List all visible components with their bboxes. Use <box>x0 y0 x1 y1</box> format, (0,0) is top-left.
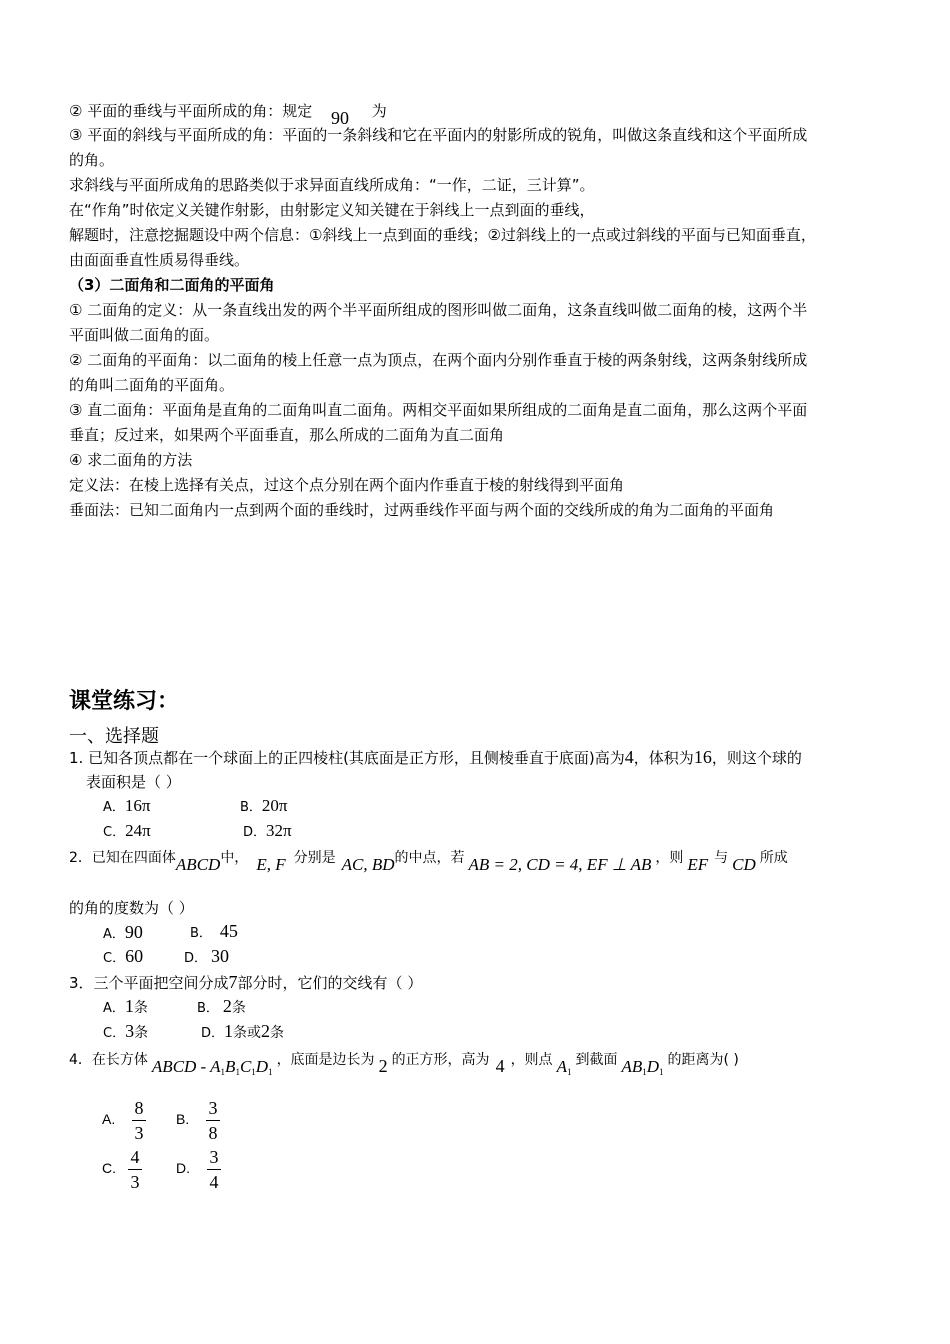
note-line-13: 垂直；反过来，如果两个平面垂直，那么所成的二面角为直二面角 <box>69 426 505 444</box>
fraction <box>132 1098 146 1143</box>
q1-text: ，则这个球的 <box>711 749 802 767</box>
denominator: 3 <box>130 1172 140 1192</box>
note-line-15: 定义法：在棱上选择有关点，过这个点分别在两个面内作垂直于棱的射线得到平面角 <box>69 476 625 494</box>
q1-text: ，体积为 <box>633 749 694 767</box>
math-value: 90 <box>331 108 349 128</box>
subsection-heading: （3）二面角和二面角的平面角 <box>69 276 275 294</box>
question-4: 4．在长方体 ABCD - $A_1B_1C_1D_1$，底面是边长为 2 的正方形，高为 4 ，则点 $A_1$到截面 $AB_1D_1$的距离为( ) <box>69 1052 739 1077</box>
q2-text: 中， <box>220 850 249 866</box>
note-line-14: ④ 求二面角的方法 <box>69 451 193 469</box>
q2-option-a[interactable]: A．90 <box>103 922 143 942</box>
note-line-5: 在“作角”时依定义关键作射影，由射影定义知关键在于斜线上一点到面的垂线， <box>69 201 595 219</box>
note-text: 为 <box>371 102 387 120</box>
note-line-1 <box>69 101 387 128</box>
question-1-cont: 表面积是（ ） <box>86 773 181 791</box>
q1-option-d[interactable]: D．32π <box>243 821 292 840</box>
question-2-cont: 的角的度数为（ ） <box>69 899 194 917</box>
q2-math: CD <box>732 855 756 874</box>
q3-text: 部分时，它们的交线有（ ） <box>237 974 423 992</box>
q4-math: ABCD - A <box>151 1057 221 1076</box>
q4-height: 4 <box>495 1056 505 1076</box>
numerator: 8 <box>134 1098 144 1118</box>
option-value: 3 <box>125 1021 135 1041</box>
denominator: 4 <box>209 1172 219 1192</box>
fraction <box>206 1098 220 1143</box>
q2-math: AC, BD <box>341 855 395 874</box>
q2-text: 分别是 <box>293 850 336 866</box>
q2-option-b[interactable]: B． 45 <box>190 921 238 941</box>
q2-math: EF <box>687 855 709 874</box>
note-line-16: 垂面法：已知二面角内一点到两个面的垂线时，过两垂线作平面与两个面的交线所成的角为二面角的平面角 <box>69 501 775 519</box>
option-value: 45 <box>219 921 238 941</box>
q2-option-d[interactable]: D． 30 <box>184 946 230 966</box>
exercise-title: 课堂练习： <box>69 689 180 714</box>
q2-text: ，则 <box>655 850 684 866</box>
q2-option-c[interactable]: C．60 <box>103 946 144 966</box>
denominator: 8 <box>208 1123 218 1143</box>
option-value: 16π <box>124 796 151 815</box>
question-1 <box>69 748 802 767</box>
q3-parts: 7 <box>228 972 238 992</box>
document-page: ② 平面的垂线与平面所成的角：规定 90 为 ③ 平面的斜线与平面所成的角：平面的一条斜线和它在平面内的射影所成的锐角，叫做这条直线和这个平面所成 的角。 求斜线与平面所成角的思路类似于求异面直线所成角：“一作，二证，三计算”。 在“作角”时依定义关键作射影，由射影定义知关键在于斜线上一点到面的垂线， 解题时，注意挖掘题设中两个信息：①斜线上一点到面的垂线；②过斜线上的一点或过斜线的平面与已知面垂直， 由面面垂直性质易得垂线。 （3）二面角和二面角的平面角 ① 二面角的定义：从一条直线出发的两个半平面所组成的图形叫做二面角，这条直线叫做二面角的棱，这两个半 平面叫做二面角的面。 ② 二面角的平面角：以二面角的棱上任意一点为顶点，在两个面内分别作垂直于棱的两条射线，这两条射线所成 的角叫二面角的平面角。 ③ 直二面角：平面角是直角的二面角叫直二面角。两相交平面如果所组成的二面角是直二面角，那么这两个平面 垂直；反过来，如果两个平面垂直，那么所成的二面角为直二面角 ④ 求二面角的方法 定义法：在棱上选择有关点，过这个点分别在两个面内作垂直于棱的射线得到平面角 垂面法：已知二面角内一点到两个面的垂线时，过两垂线作平面与两个面的交线所成的角为二面角的平面角 课堂练习： 一、选择题 1. 已知各顶点都在一个球面上的正四棱柱(其底面是正方形，且侧棱垂直于底面)高为4，体积为16，则这个球的 表面积是（ ） A．16π B．20π C．24π D．32π 2．已知在四面体ABCD中， E, F 分别是 AC, BD的中点，若 AB = 2, CD = 4, EF ⊥ AB ，则 EF 与 CD 所成 的角的度数为（ ） A．90 B． 45 C．60 D． 30 3．三个平面把空间分成7部分时，它们的交线有（ ） A．1条 B． 2条 C．3条 D．1条或2条 4．在长方体 ABCD - $A_1B_1C_1D_1$，底面是边长为 2 的正方形，高为 4 ，则点 $A_1$到截面 $AB_1D_1$的距离为( ) A. 8 3 B. 3 8 C. 4 3 D. 3 4 <box>0 0 950 1344</box>
q2-math: AB = 2, CD = 4, EF ⊥ AB <box>468 855 652 874</box>
note-line-11: 的角叫二面角的平面角。 <box>69 376 235 394</box>
q3-option-a[interactable]: A．1条 <box>103 996 148 1016</box>
fraction <box>128 1147 142 1192</box>
numerator: 3 <box>209 1147 219 1167</box>
note-line-6: 解题时，注意挖掘题设中两个信息：①斜线上一点到面的垂线；②过斜线上的一点或过斜线的平面与已知面垂直， <box>69 226 816 244</box>
q2-math: E, F <box>256 855 286 874</box>
q1-option-c[interactable]: C．24π <box>103 821 151 840</box>
denominator: 3 <box>134 1123 144 1143</box>
q2-text: 所成 <box>759 850 788 866</box>
q4-text: 的正方形，高为 <box>391 1052 490 1068</box>
numerator: 3 <box>208 1098 218 1118</box>
option-value: 24π <box>125 821 151 840</box>
section-title: 一、选择题 <box>69 726 159 747</box>
q1-option-b[interactable]: B．20π <box>240 796 288 815</box>
option-value: 20π <box>261 796 288 815</box>
q3-option-c[interactable]: C．3条 <box>103 1021 149 1041</box>
q4-text: 的距离为( ) <box>667 1052 739 1068</box>
note-line-2: ③ 平面的斜线与平面所成的角：平面的一条斜线和它在平面内的射影所成的锐角，叫做这条直线和这个平面所成 <box>69 126 808 144</box>
q4-text: 到截面 <box>575 1052 618 1068</box>
q3-text: 3．三个平面把空间分成 <box>69 974 229 992</box>
note-line-12: ③ 直二面角：平面角是直角的二面角叫直二面角。两相交平面如果所组成的二面角是直二面角，那么这两个平面 <box>69 401 808 419</box>
option-value: 90 <box>124 922 143 942</box>
q1-option-a[interactable]: A．16π <box>103 796 151 815</box>
q2-text: 的中点，若 <box>394 850 465 866</box>
option-value: 2 <box>261 1021 271 1041</box>
option-value: 60 <box>125 946 144 966</box>
option-value: 30 <box>211 946 230 966</box>
option-value: 1 <box>224 1021 234 1041</box>
q3-option-b[interactable]: B． 2条 <box>197 996 246 1016</box>
q2-math: ABCD <box>175 855 221 874</box>
question-2 <box>69 848 788 874</box>
note-line-9: 平面叫做二面角的面。 <box>69 326 220 344</box>
note-text: ② 平面的垂线与平面所成的角：规定 <box>69 102 313 120</box>
q3-option-d[interactable]: D．1条或2条 <box>201 1021 285 1041</box>
q4-math: A <box>556 1057 567 1076</box>
q4-text: 4．在长方体 <box>69 1052 148 1068</box>
option-value: 1 <box>124 996 134 1016</box>
note-line-3: 的角。 <box>69 151 115 169</box>
note-line-4: 求斜线与平面所成角的思路类似于求异面直线所成角：“一作，二证，三计算”。 <box>69 176 595 194</box>
fraction <box>207 1147 221 1192</box>
option-value: 2 <box>222 996 232 1016</box>
q1-height: 4 <box>624 747 634 767</box>
q4-text: ，则点 <box>510 1052 553 1068</box>
option-value: 32π <box>266 821 292 840</box>
q2-text: 与 <box>714 850 729 866</box>
note-line-10: ② 二面角的平面角：以二面角的棱上任意一点为顶点，在两个面内分别作垂直于棱的两条射线，这两条射线所成 <box>69 351 808 369</box>
q4-math: AB <box>621 1057 643 1076</box>
numerator: 4 <box>130 1147 140 1167</box>
q2-text: 2．已知在四面体 <box>69 850 176 866</box>
q1-volume: 16 <box>693 747 712 767</box>
q1-text: 1. 已知各顶点都在一个球面上的正四棱柱(其底面是正方形，且侧棱垂直于底面)高为 <box>69 749 625 767</box>
note-line-7: 由面面垂直性质易得垂线。 <box>69 251 250 269</box>
note-line-8: ① 二面角的定义：从一条直线出发的两个半平面所组成的图形叫做二面角，这条直线叫做二面角的棱，这两个半 <box>69 301 808 319</box>
question-3 <box>69 973 422 992</box>
q4-side: 2 <box>378 1056 388 1076</box>
q4-text: ，底面是边长为 <box>276 1052 375 1068</box>
